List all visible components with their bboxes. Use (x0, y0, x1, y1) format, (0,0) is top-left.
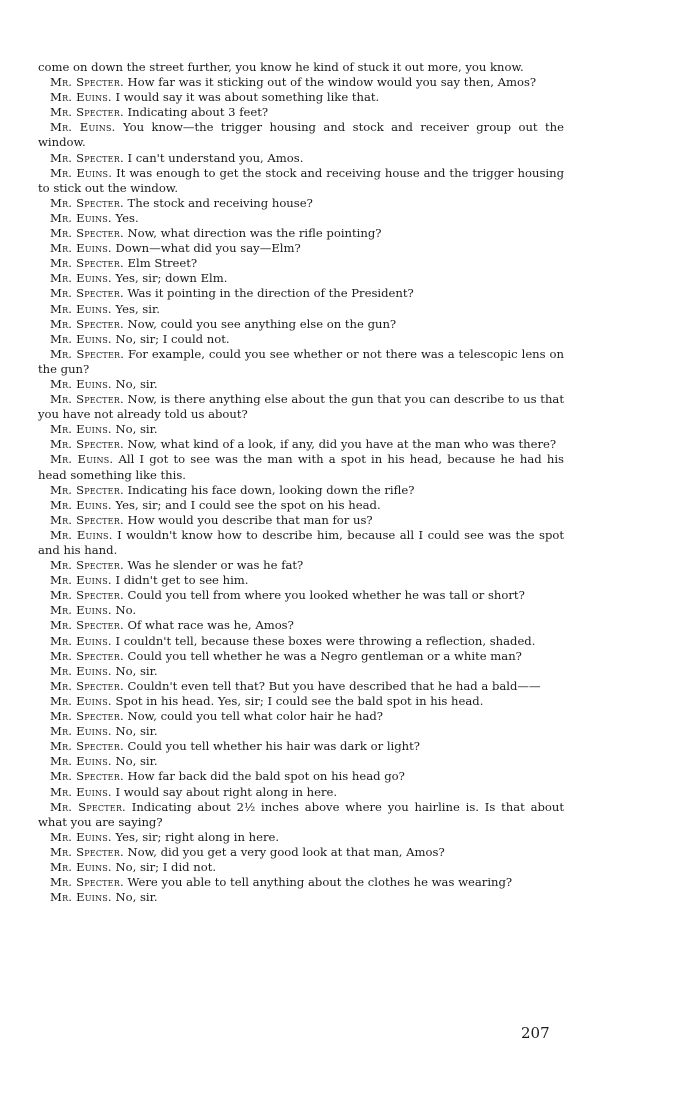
speaker-label: Mr. Specter. (50, 226, 124, 241)
paragraph-text: For example, could you see whether or not there was a telescopic lens on the gun? (38, 346, 564, 376)
paragraph-text: No. (115, 603, 137, 618)
speaker-label: Mr. Euins. (50, 271, 112, 286)
speaker-label: Mr. Euins. (50, 90, 112, 105)
testimony-paragraph (38, 890, 564, 905)
testimony-paragraph (38, 634, 564, 649)
speaker-label: Mr. Euins. (50, 890, 112, 905)
speaker-label: Mr. Specter. (50, 105, 124, 120)
speaker-label: Mr. Specter. (50, 844, 124, 859)
paragraph-text: Indicating his face down, looking down the rifle? (127, 482, 415, 497)
paragraph-text: Elm Street? (127, 256, 198, 271)
paragraph-text: No, sir. (115, 663, 158, 678)
paragraph-text: Now, did you get a very good look at that man, Amos? (127, 844, 445, 859)
paragraph-text: Could you tell whether his hair was dark or light? (127, 739, 421, 754)
page-number: 207 (521, 1024, 550, 1042)
speaker-label: Mr. Specter. (50, 875, 124, 890)
testimony-paragraph (38, 286, 564, 301)
testimony-paragraph (38, 60, 564, 75)
paragraph-text: Yes. (115, 210, 139, 225)
paragraph-text: No, sir. (115, 422, 158, 437)
speaker-label: Mr. Specter. (50, 799, 126, 814)
testimony-paragraph (38, 302, 564, 317)
testimony-paragraph (38, 694, 564, 709)
testimony-paragraph (38, 603, 564, 618)
speaker-label: Mr. Specter. (50, 75, 124, 90)
testimony-paragraph (38, 151, 564, 166)
paragraph-text: Was it pointing in the direction of the President? (127, 286, 414, 301)
testimony-paragraph (38, 558, 564, 573)
paragraph-text: I didn't get to see him. (115, 573, 249, 588)
testimony-paragraph (38, 120, 564, 150)
testimony-paragraph (38, 105, 564, 120)
speaker-label: Mr. Specter. (50, 678, 124, 693)
speaker-label: Mr. Specter. (50, 437, 124, 452)
testimony-paragraph (38, 528, 564, 558)
testimony-paragraph (38, 271, 564, 286)
testimony-paragraph (38, 317, 564, 332)
paragraph-text: How would you describe that man for us? (127, 512, 373, 527)
testimony-paragraph (38, 664, 564, 679)
speaker-label: Mr. Euins. (50, 241, 112, 256)
paragraph-text: It was enough to get the stock and receiving house and the trigger housing to stick out the window. (38, 165, 565, 195)
paragraph-text: come on down the street further, you know he kind of stuck it out more, you know. (38, 60, 524, 74)
speaker-label: Mr. Euins. (50, 784, 112, 799)
speaker-label: Mr. Specter. (50, 709, 124, 724)
speaker-label: Mr. Euins. (50, 165, 113, 180)
testimony-paragraph (38, 754, 564, 769)
paragraph-text: I can't understand you, Amos. (127, 150, 304, 165)
paragraph-text: Now, could you tell what color hair he had? (127, 709, 384, 724)
paragraph-text: All I got to see was the man with a spot in his head, because he had his head something like this. (38, 452, 564, 482)
testimony-paragraph (38, 498, 564, 513)
testimony-paragraph (38, 377, 564, 392)
testimony-paragraph (38, 649, 564, 664)
paragraph-text: I would say about right along in here. (115, 784, 338, 799)
speaker-label: Mr. Euins. (50, 452, 114, 467)
speaker-label: Mr. Specter. (50, 558, 124, 573)
speaker-label: Mr. Specter. (50, 286, 124, 301)
paragraph-text: No, sir. (115, 724, 158, 739)
speaker-label: Mr. Euins. (50, 603, 112, 618)
paragraph-text: I couldn't tell, because these boxes were throwing a reflection, shaded. (115, 633, 536, 648)
paragraph-text: Yes, sir; right along in here. (115, 829, 280, 844)
speaker-label: Mr. Euins. (50, 859, 112, 874)
paragraph-text: Now, what kind of a look, if any, did you have at the man who was there? (127, 437, 557, 452)
paragraph-text: Now, could you see anything else on the gun? (127, 316, 397, 331)
testimony-paragraph (38, 226, 564, 241)
paragraph-text: Could you tell from where you looked whether he was tall or short? (127, 588, 525, 603)
speaker-label: Mr. Euins. (50, 633, 112, 648)
speaker-label: Mr. Euins. (50, 527, 113, 542)
testimony-paragraph (38, 483, 564, 498)
paragraph-text: Couldn't even tell that? But you have described that he had a bald—— (127, 678, 541, 693)
speaker-label: Mr. Euins. (50, 331, 112, 346)
paragraph-text: You know—the trigger housing and stock and receiver group out the window. (38, 120, 565, 150)
testimony-paragraph (38, 830, 564, 845)
speaker-label: Mr. Euins. (50, 120, 116, 135)
testimony-paragraph (38, 573, 564, 588)
speaker-label: Mr. Specter. (50, 482, 124, 497)
testimony-paragraph (38, 739, 564, 754)
speaker-label: Mr. Specter. (50, 195, 124, 210)
speaker-label: Mr. Specter. (50, 150, 124, 165)
speaker-label: Mr. Euins. (50, 693, 112, 708)
testimony-paragraph (38, 332, 564, 347)
speaker-label: Mr. Specter. (50, 739, 124, 754)
paragraph-text: Yes, sir; down Elm. (115, 271, 228, 286)
testimony-paragraph (38, 196, 564, 211)
paragraph-text: Of what race was he, Amos? (127, 618, 294, 633)
speaker-label: Mr. Specter. (50, 392, 124, 407)
speaker-label: Mr. Euins. (50, 422, 112, 437)
testimony-paragraph (38, 845, 564, 860)
speaker-label: Mr. Euins. (50, 301, 112, 316)
testimony-paragraph (38, 347, 564, 377)
speaker-label: Mr. Specter. (50, 512, 124, 527)
testimony-paragraph (38, 860, 564, 875)
speaker-label: Mr. Euins. (50, 829, 112, 844)
paragraph-text: No, sir; I could not. (115, 331, 230, 346)
testimony-paragraph (38, 422, 564, 437)
testimony-paragraph (38, 588, 564, 603)
speaker-label: Mr. Specter. (50, 648, 124, 663)
paragraph-text: No, sir. (115, 754, 158, 769)
paragraph-text: Now, is there anything else about the gun that you can describe to us that you have not already told us about? (38, 392, 565, 422)
paragraph-text: The stock and receiving house? (127, 195, 313, 210)
paragraph-text: No, sir; I did not. (115, 859, 217, 874)
testimony-paragraph (38, 513, 564, 528)
testimony-paragraph (38, 392, 564, 422)
speaker-label: Mr. Euins. (50, 210, 112, 225)
testimony-paragraph (38, 211, 564, 226)
speaker-label: Mr. Specter. (50, 256, 124, 271)
paragraph-text: I wouldn't know how to describe him, because all I could see was the spot and his hand. (38, 527, 565, 557)
testimony-paragraph (38, 75, 564, 90)
testimony-paragraph (38, 241, 564, 256)
testimony-paragraph (38, 769, 564, 784)
testimony-paragraph (38, 709, 564, 724)
paragraph-text: I would say it was about something like that. (115, 90, 380, 105)
speaker-label: Mr. Euins. (50, 497, 112, 512)
testimony-paragraph (38, 724, 564, 739)
testimony-paragraph (38, 800, 564, 830)
testimony-paragraph (38, 785, 564, 800)
paragraph-text: Spot in his head. Yes, sir; I could see the bald spot in his head. (115, 693, 484, 708)
testimony-paragraph (38, 437, 564, 452)
speaker-label: Mr. Specter. (50, 618, 124, 633)
speaker-label: Mr. Specter. (50, 769, 124, 784)
testimony-body (38, 60, 564, 905)
paragraph-text: Indicating about 3 feet? (127, 105, 269, 120)
testimony-paragraph (38, 618, 564, 633)
speaker-label: Mr. Specter. (50, 588, 124, 603)
paragraph-text: Could you tell whether he was a Negro gentleman or a white man? (127, 648, 522, 663)
paragraph-text: Indicating about 2½ inches above where you hairline is. Is that about what you are saying? (38, 799, 565, 829)
speaker-label: Mr. Euins. (50, 573, 112, 588)
paragraph-text: Yes, sir. (115, 301, 160, 316)
paragraph-text: Down—what did you say—Elm? (115, 241, 301, 256)
paragraph-text: No, sir. (115, 376, 158, 391)
testimony-paragraph (38, 679, 564, 694)
speaker-label: Mr. Specter. (50, 316, 124, 331)
speaker-label: Mr. Euins. (50, 754, 112, 769)
speaker-label: Mr. Specter. (50, 346, 125, 361)
testimony-paragraph (38, 256, 564, 271)
paragraph-text: How far back did the bald spot on his head go? (127, 769, 405, 784)
paragraph-text: How far was it sticking out of the window would you say then, Amos? (127, 75, 537, 90)
testimony-paragraph (38, 166, 564, 196)
paragraph-text: Were you able to tell anything about the clothes he was wearing? (127, 875, 513, 890)
testimony-paragraph (38, 90, 564, 105)
testimony-paragraph (38, 875, 564, 890)
paragraph-text: Yes, sir; and I could see the spot on his head. (115, 497, 381, 512)
testimony-paragraph (38, 452, 564, 482)
speaker-label: Mr. Euins. (50, 724, 112, 739)
speaker-label: Mr. Euins. (50, 663, 112, 678)
paragraph-text: Now, what direction was the rifle pointing? (127, 226, 382, 241)
speaker-label: Mr. Euins. (50, 376, 112, 391)
paragraph-text: No, sir. (115, 890, 158, 905)
paragraph-text: Was he slender or was he fat? (127, 558, 304, 573)
